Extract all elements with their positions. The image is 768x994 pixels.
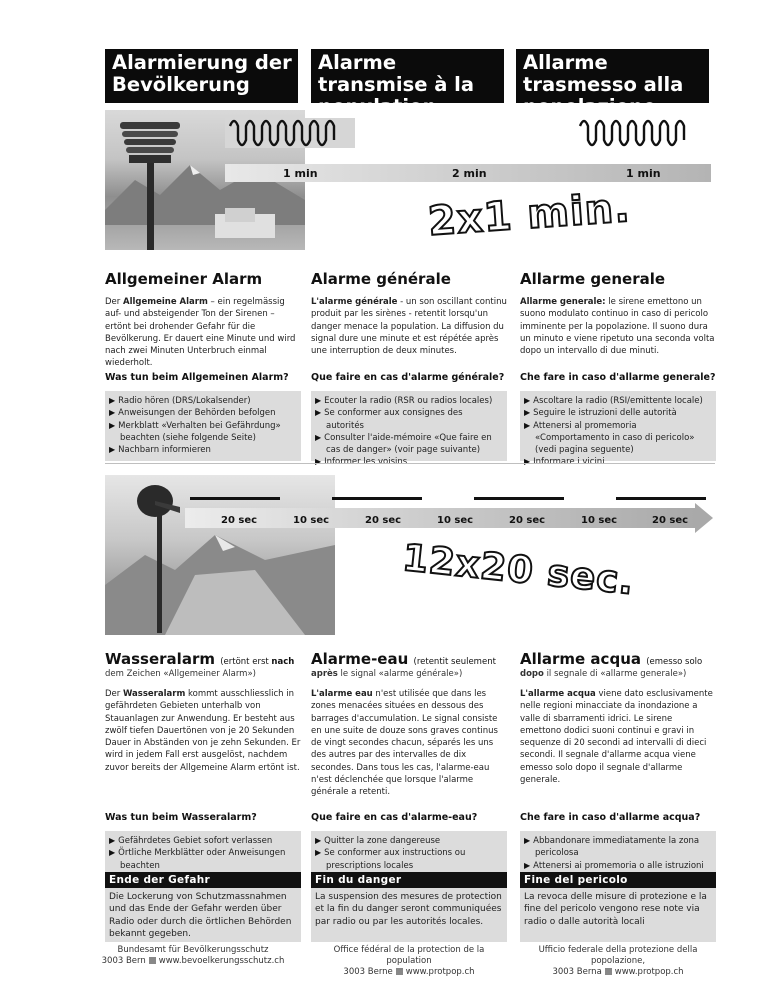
end-heading: Fin du danger — [311, 872, 507, 888]
end-heading: Ende der Gefahr — [105, 872, 301, 888]
water-body: L'allarme acqua viene dato esclusivamente nelle regioni minacciate da inondazione a valle di sbarramenti idrici. Le sirene emettono dodici suoni continui e gravi in sequenze di 20 secondi ad intervalli di dieci secondi. Il segnale d'allarme acqua viene emesso solo dopo il segnale d'allarme generale. — [520, 689, 713, 786]
siren-icon — [115, 118, 185, 250]
time-label-20s: 20 sec — [652, 515, 689, 526]
water-body: L'alarme eau n'est utilisée que dans les zones menacées situées en dessous des barrages d'accumulation. Le signal consiste en une suite de douze sons graves continus de vingt secondes chacun, séparés les uns des autres par des intervalles de dix secondes. Dans tous les cas, l'alarme-eau n'est déclenchée que lorsque l'alarme générale a retenti. — [311, 689, 498, 798]
action-item: ▶ Consulter l'aide-mémoire «Que faire en cas de danger» (voir page suivante) — [315, 432, 503, 457]
stamp-2x1-min: 2x1 min. — [426, 184, 632, 246]
time-label-10s: 10 sec — [581, 515, 618, 526]
action-item: ▶ Se conformer aux instructions ou prescriptions locales — [315, 847, 503, 872]
time-label-20s: 20 sec — [365, 515, 402, 526]
general-col-it — [520, 270, 716, 461]
water-body: Der Wasseralarm kommt ausschliesslich in gefährdeten Gebieten unterhalb von Stauanlagen zur Anwendung. Er besteht aus zwölf tiefen Dauertönen von je 20 Sekunden Dauer in Abständen von je zehn Sekunden. Er wird in jedem Fall erst ausgelöst, nachdem zuvor bereits der Allgemeine Alarm ertönt ist. — [105, 689, 301, 773]
end-body: La suspension des mesures de protection et la fin du danger seront communiquées par radio ou par les autorités locales. — [311, 888, 507, 942]
water-actions — [520, 831, 716, 873]
action-item: ▶ Quitter la zone dangereuse — [315, 835, 503, 847]
footer-org: Office fédéral de la protection de la population — [333, 945, 485, 966]
water-col-fr — [311, 650, 507, 873]
tone-bar — [474, 497, 564, 500]
general-question: Was tun beim Allgemeinen Alarm? — [105, 372, 289, 383]
time-label-10s: 10 sec — [293, 515, 330, 526]
action-item: ▶ Örtliche Merkblätter oder Anweisungen beachten — [109, 847, 297, 872]
water-subheading: dopo il segnale di «allarme generale») — [520, 669, 687, 679]
time-label-2: 2 min — [452, 167, 487, 180]
time-label-1: 1 min — [283, 167, 318, 180]
general-heading: Allgemeiner Alarm — [105, 270, 263, 288]
footer-de — [95, 945, 291, 967]
action-item: ▶ Attenersi ai promemoria o alle istruzioni — [524, 860, 712, 872]
end-col-de — [105, 872, 301, 942]
water-question: Was tun beim Wasseralarm? — [105, 812, 257, 823]
action-item: ▶ Ecouter la radio (RSR ou radios locales) — [315, 395, 503, 407]
action-item: ▶ Nachbarn informieren — [109, 444, 297, 456]
footer-address: 3003 Bern www.bevoelkerungsschutz.ch — [101, 956, 285, 966]
water-col-de — [105, 650, 301, 873]
general-body: Allarme generale: le sirene emettono un suono modulato continuo in caso di pericolo imminente per la popolazione. Il suono dura un minuto e viene ripetuto una seconda volta dopo un intervallo di due minuti. — [520, 297, 715, 357]
footer-link[interactable]: www.protpop.ch — [614, 967, 684, 977]
action-item: ▶ Ascoltare la radio (RSI/emittente locale) — [524, 395, 712, 407]
action-item: ▶ Se conformer aux consignes des autorités — [315, 407, 503, 432]
title-de: Alarmierung der Bevölkerung — [105, 49, 298, 103]
title-fr: Alarme transmise à la population — [311, 49, 504, 103]
tone-bar — [616, 497, 706, 500]
action-item: ▶ Radio hören (DRS/Lokalsender) — [109, 395, 297, 407]
action-item: ▶ Merkblatt «Verhalten bei Gefährdung» beachten (siehe folgende Seite) — [109, 420, 297, 445]
general-col-fr — [311, 270, 507, 461]
general-heading: Alarme générale — [311, 270, 451, 288]
water-actions — [311, 831, 507, 873]
action-item: ▶ Seguire le istruzioni delle autorità — [524, 407, 712, 419]
water-subheading: après le signal «alarme générale») — [311, 669, 463, 679]
time-label-3: 1 min — [626, 167, 661, 180]
footer-org: Ufficio federale della protezione della popolazione, — [538, 945, 698, 966]
footer-link[interactable]: www.bevoelkerungsschutz.ch — [158, 956, 285, 966]
action-item: ▶ Attenersi al promemoria «Comportamento in caso di pericolo» (vedi pagina seguente) — [524, 420, 712, 457]
end-col-it — [520, 872, 716, 942]
water-heading: Wasseralarm (ertönt erst nach — [105, 650, 295, 668]
tone-bar — [190, 497, 280, 500]
end-col-fr — [311, 872, 507, 942]
water-question: Que faire en cas d'alarme-eau? — [311, 812, 478, 823]
siren-wave-1 — [225, 118, 355, 148]
general-question: Que faire en cas d'alarme générale? — [311, 372, 505, 383]
water-col-it — [520, 650, 716, 873]
timeline-arrow — [695, 503, 713, 533]
end-body: La revoca delle misure di protezione e la fine del pericolo vengono rese note via radio o dalle autorità locali — [520, 888, 716, 942]
footer-it — [520, 945, 716, 978]
action-item: ▶ Anweisungen der Behörden befolgen — [109, 407, 297, 419]
general-heading: Allarme generale — [520, 270, 666, 288]
general-col-de — [105, 270, 301, 461]
footer-link[interactable]: www.protpop.ch — [405, 967, 475, 977]
time-label-10s: 10 sec — [437, 515, 474, 526]
section-divider — [105, 463, 715, 464]
water-heading: Allarme acqua (emesso solo — [520, 650, 703, 668]
water-subheading: dem Zeichen «Allgemeiner Alarm») — [105, 669, 256, 679]
end-body: Die Lockerung von Schutzmassnahmen und das Ende der Gefahr werden über Radio oder durch die örtlichen Behörden bekannt gegeben. — [105, 888, 301, 942]
time-label-20s: 20 sec — [221, 515, 258, 526]
general-actions — [520, 391, 716, 461]
footer-fr — [311, 945, 507, 978]
general-question: Che fare in caso d'allarme generale? — [520, 372, 716, 383]
general-actions — [105, 391, 301, 461]
horn-siren-icon — [135, 483, 195, 633]
general-body: Der Allgemeine Alarm – ein regelmässig auf- und absteigender Ton der Sirenen – ertönt bei drohender Gefahr für die Bevölkerung. Er dauert eine Minute und wird nach zwei Minuten Unterbruch einmal wiederholt. — [105, 297, 296, 369]
end-heading: Fine del pericolo — [520, 872, 716, 888]
water-actions — [105, 831, 301, 873]
time-label-20s: 20 sec — [509, 515, 546, 526]
general-body: L'alarme générale - un son oscillant continu produit par les sirènes - retentit lorsqu'un danger menace la population. La diffusion du signal dure une minute et est répétée après une interruption de deux minutes. — [311, 297, 507, 357]
action-item: ▶ Gefährdetes Gebiet sofort verlassen — [109, 835, 297, 847]
action-item: ▶ Abbandonare immediatamente la zona pericolosa — [524, 835, 712, 860]
siren-wave-2 — [575, 118, 715, 148]
general-actions — [311, 391, 507, 461]
tone-bar — [332, 497, 422, 500]
stamp-12x20-sec: 12x20 sec. — [400, 535, 637, 604]
footer-org: Bundesamt für Bevölkerungsschutz — [117, 945, 269, 955]
water-heading: Alarme-eau (retentit seulement — [311, 650, 496, 668]
title-it: Allarme trasmesso alla popolazione — [516, 49, 709, 103]
footer-address: 3003 Berna www.protpop.ch — [552, 967, 684, 977]
water-question: Che fare in caso d'allarme acqua? — [520, 812, 701, 823]
footer-address: 3003 Berne www.protpop.ch — [343, 967, 475, 977]
